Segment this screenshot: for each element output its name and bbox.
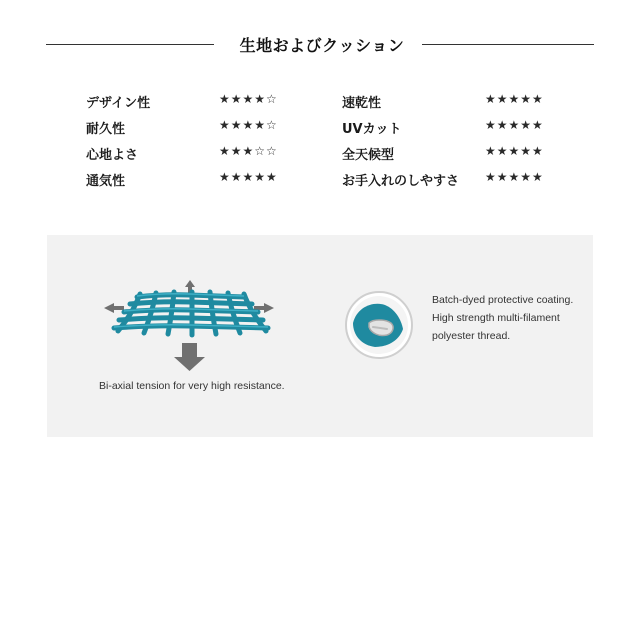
thread-caption: High strength multi-filament polyester thread. <box>432 312 560 342</box>
rating-stars: ★★★★★ <box>485 144 544 158</box>
rating-stars: ★★★★★ <box>219 170 278 184</box>
rating-stars: ★★★★★ <box>485 118 544 132</box>
rating-label: 耐久性 <box>86 122 126 137</box>
weave-illustration <box>102 275 282 375</box>
coating-caption: Batch-dyed protective coating. <box>432 294 574 306</box>
rating-row <box>86 144 566 164</box>
rating-label: 通気性 <box>86 174 126 189</box>
weave-caption: Bi-axial tension for very high resistance. <box>99 380 285 392</box>
rating-stars: ★★★★☆ <box>219 92 278 106</box>
rating-row <box>86 170 566 190</box>
section-header <box>46 30 594 58</box>
mesh-threads <box>114 292 268 335</box>
header-divider-left <box>46 44 214 45</box>
rating-stars: ★★★★★ <box>485 92 544 106</box>
rating-label: 全天候型 <box>342 148 395 163</box>
rating-stars: ★★★☆☆ <box>219 144 278 158</box>
section-title: 生地およびクッション <box>239 36 405 55</box>
rating-label: 速乾性 <box>342 96 382 111</box>
rating-row <box>86 118 566 138</box>
rating-label: 心地よさ <box>86 148 139 163</box>
fabric-info-panel <box>47 235 593 437</box>
rating-stars: ★★★★☆ <box>219 118 278 132</box>
rating-label: デザイン性 <box>86 96 151 111</box>
rating-label: UVカット <box>342 122 402 137</box>
rating-row <box>86 92 566 112</box>
rating-stars: ★★★★★ <box>485 170 544 184</box>
header-divider-right <box>422 44 594 45</box>
ratings-table <box>86 92 566 202</box>
fiber-caption <box>432 291 582 345</box>
rating-label: お手入れのしやすさ <box>342 174 460 189</box>
fiber-cross-section-icon <box>343 289 415 361</box>
